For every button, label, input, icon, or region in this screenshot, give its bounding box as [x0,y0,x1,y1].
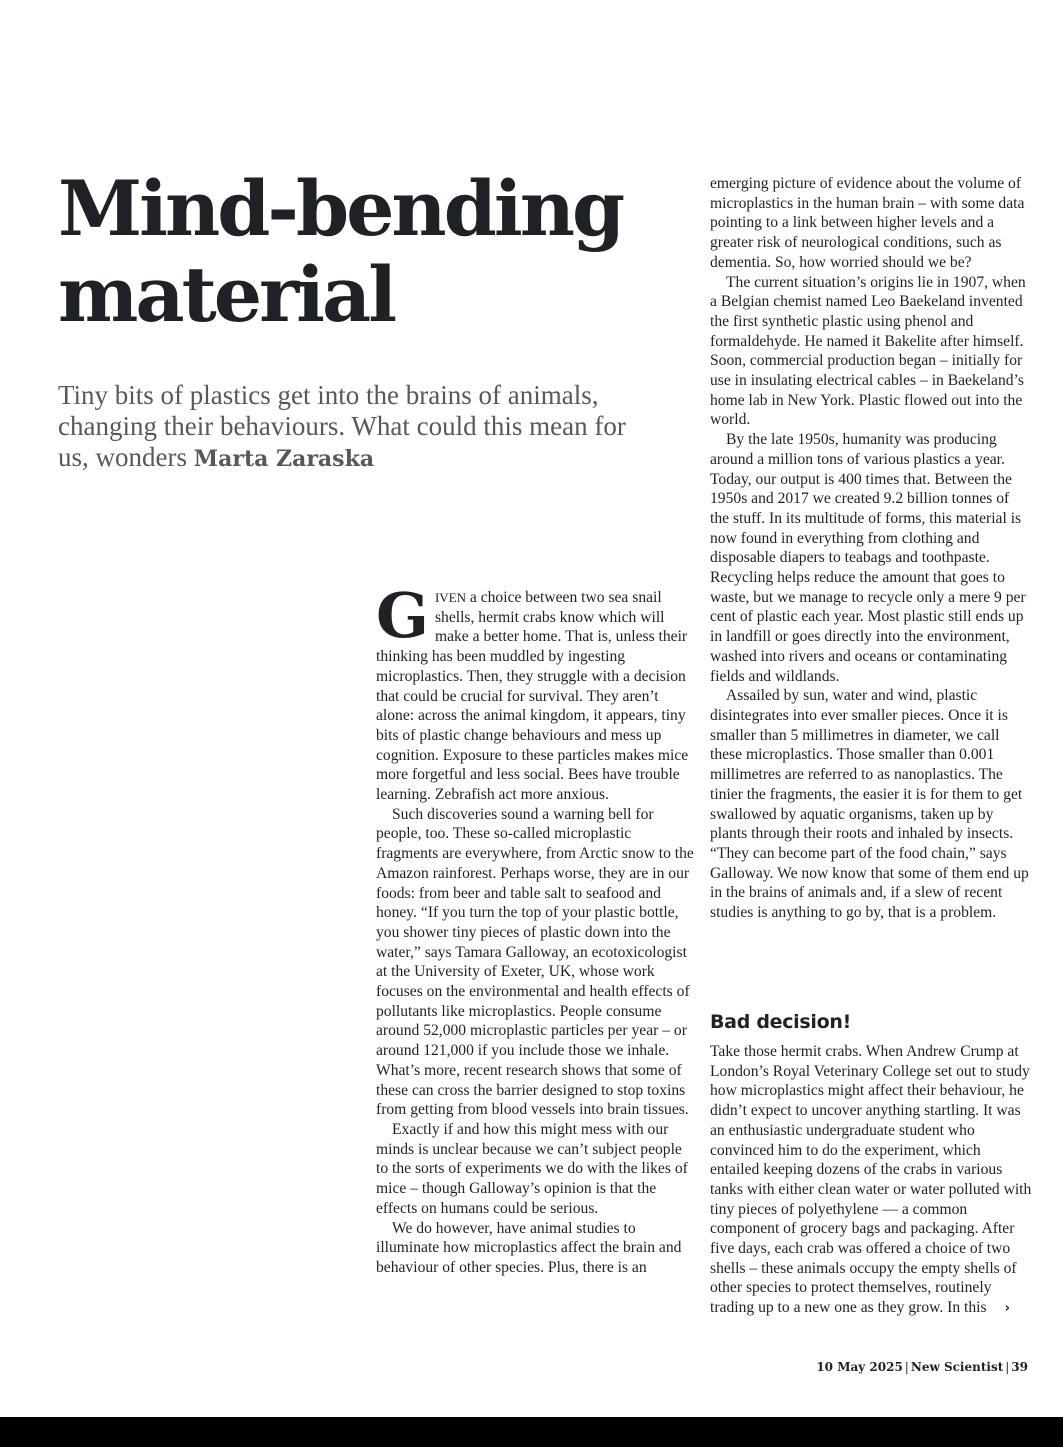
author-name: Marta Zaraska [193,446,375,472]
body-column-middle [376,579,694,1278]
headline [58,166,678,338]
footer-publication: New Scientist [910,1360,1004,1374]
body-column-right-top [710,174,1032,923]
lead-smallcaps: IVEN [434,590,466,605]
drop-cap: G [376,579,429,652]
footer-separator: | [904,1360,909,1374]
lead-text: a choice between two sea snail shells, hermit crabs know which will make a better home. That is, unless their thinking has been muddled by ingesting microplastics. Then, they struggle with a decision that could be crucial for survival. They aren’t alone: across the animal kingdom, it appears, tiny bits of plastic change behaviours and mess up cognition. Exposure to these particles makes mice more forgetful and less social. Bees have trouble learning. Zebrafish act more anxious. [376,589,689,804]
body-paragraph-8-text: Take those hermit crabs. When Andrew Crump at London’s Royal Veterinary College set out to study how microplastics might affect their behaviour, he didn’t expect to uncover anything startling. It was an enthusiastic undergraduate student who convinced him to do the experiment, which entailed keeping dozens of the crabs in various tanks with either clean water or water polluted with tiny pieces of polyethylene — a common component of grocery bags and packaging. After five days, each crab was offered a choice of two shells – these animals occupy the empty shells of other species to protect themselves, routinely trading up to a new one as they grow. In this [710,1043,1032,1317]
body-paragraph-7: Assailed by sun, water and wind, plastic disintegrates into ever smaller pieces. Once it is smaller than 5 millimetres in diameter, we call these microplastics. Those smaller than 0.001 millimetres are referred to as nanoplastics. The tinier the fragments, the easier it is for them to get swallowed by aquatic organisms, taken up by plants through their roots and inhaled by insects. “They can become part of the food chain,” says Galloway. We now know that some of them end up in the brains of animals and, if a slew of recent studies is anything to go by, that is a problem. [710,687,1029,922]
standfirst [58,380,638,475]
body-paragraph-4: We do however, have animal studies to illuminate how microplastics affect the brain and behaviour of other species. Plus, there is an [376,1219,682,1276]
lead-paragraph [376,579,694,805]
headline-line-1: Mind-bending [58,164,623,253]
footer-date: 10 May 2025 [816,1360,903,1374]
bottom-bar [0,1417,1063,1447]
chevron-right-icon: › [1004,1301,1010,1317]
body-paragraph-5: The current situation’s origins lie in 1907, when a Belgian chemist named Leo Baekeland invented the first synthetic plastic using phenol and formaldehyde. He named it Bakelite after himself. Soon, commercial production began – initially for use in insulating electrical cables – in Baekeland’s home lab in New York. Plastic flowed out into the world. [710,273,1026,429]
headline-line-2: material [58,250,395,339]
body-column-right-bottom [710,1042,1032,1319]
page-number: 39 [1011,1360,1028,1374]
subheading: Bad decision! [710,1011,851,1033]
body-paragraph-4-continued: emerging picture of evidence about the volume of microplastics in the human brain – with some data pointing to a link between higher levels and a greater risk of neurological conditions, such as dementia. So, how worried should we be? [710,175,1025,271]
footer-separator-2: | [1005,1360,1010,1374]
standfirst-text: Tiny bits of plastics get into the brains of animals, changing their behaviours. What could this mean for us, wonders [58,380,626,472]
body-paragraph-2: Such discoveries sound a warning bell for people, too. These so-called microplastic fragments are everywhere, from Arctic snow to the Amazon rainforest. Perhaps worse, they are in our foods: from beer and table salt to seafood and honey. “If you turn the top of your plastic bottle, you shower tiny pieces of plastic down into the water,” says Tamara Galloway, an ecotoxicologist at the University of Exeter, UK, whose work focuses on the environmental and health effects of pollutants like microplastics. People consume around 52,000 microplastic particles per year – or around 121,000 if you include those we inhale. What’s more, recent research shows that some of these can cross the barrier designed to stop toxins from getting from blood vessels into brain tissues. [376,805,694,1119]
page-footer [816,1360,1028,1374]
body-paragraph-3: Exactly if and how this might mess with our minds is unclear because we can’t subject people to the sorts of experiments we do with the likes of mice – though Galloway’s opinion is that the effects on humans could be serious. [376,1120,688,1217]
body-paragraph-8 [710,1042,1032,1319]
body-paragraph-6: By the late 1950s, humanity was producing around a million tons of various plastics a year. Today, our output is 400 times that. Between the 1950s and 2017 we created 9.2 billion tonnes of the stuff. In its multitude of forms, this material is now found in everything from clothing and disposable diapers to teabags and toothpaste. Recycling helps reduce the amount that goes to waste, but we manage to recycle only a mere 9 per cent of plastic each year. Most plastic still ends up in landfill or goes directly into the environment, washed into rivers and oceans or contaminating fields and wildlands. [710,431,1026,685]
